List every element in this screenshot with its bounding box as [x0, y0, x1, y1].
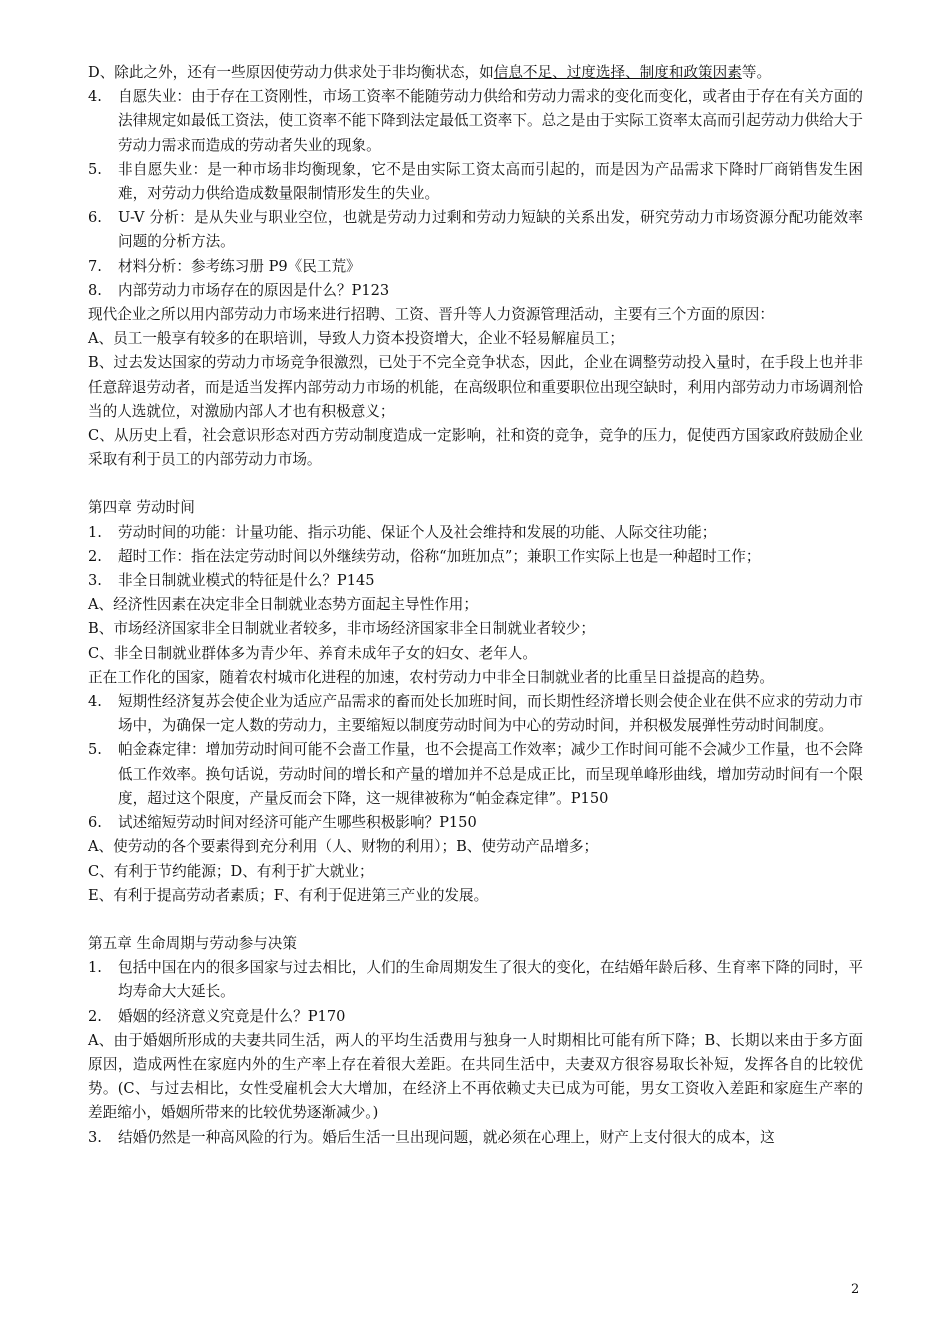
paragraph: A、员工一般享有较多的在职培训，导致人力资本投资增大，企业不轻易解雇员工； — [88, 330, 624, 348]
paragraph: A、由于婚姻所形成的夫妻共同生活，两人的平均生活费用与独身一人时期相比可能有所下降；B、长期以来由于多方面原因，造成两性在家庭内外的生产率上存在着很大差距。在共同生活中，夫妻双方很容易取长补短，发挥各自的比较优势。(C、与过去相比，女性受雇机会大大增加，在经济上不再依赖丈夫已成为可能，男女工资收入差距和家庭生产率的差距缩小，婚姻所带来的比较优势逐渐减少。) — [88, 1031, 863, 1122]
paragraph: E、有利于提高劳动者素质；F、有利于促进第三产业的发展。 — [88, 886, 489, 904]
list-item — [88, 255, 863, 279]
paragraph-d — [88, 61, 863, 85]
chapter-heading: 第五章 生命周期与劳动参与决策 — [88, 934, 297, 952]
paragraph: B、过去发达国家的劳动力市场竞争很激烈，已处于不完全竞争状态，因此，企业在调整劳动投入量时，在手段上也并非任意辞退劳动者，而是适当发挥内部劳动力市场的机能，在高级职位和重要职位出现空缺时，利用内部劳动力市场调剂恰当的人选就位，对激励内部人才也有积极意义； — [88, 354, 863, 420]
item-number: 1. — [88, 523, 102, 541]
item-text: 非全日制就业模式的特征是什么？P145 — [118, 572, 375, 590]
list-item — [88, 690, 863, 738]
item-number: 1. — [88, 959, 102, 977]
paragraph: A、经济性因素在决定非全日制就业态势方面起主导性作用； — [88, 596, 478, 614]
spacer — [88, 908, 863, 932]
list-item — [88, 1005, 863, 1029]
paragraph: A、使劳动的各个要素得到充分利用（人、财物的利用）；B、使劳动产品增多； — [88, 838, 599, 856]
item-number: 3. — [88, 1128, 102, 1146]
paragraph: B、市场经济国家非全日制就业者较多，非市场经济国家非全日制就业者较少； — [88, 620, 595, 638]
item-text: 短期性经济复苏会使企业为适应产品需求的畜而处长加班时间，而长期性经济增长则会使企业在供不应求的劳动力市场中，为确保一定人数的劳动力，主要缩短以制度劳动时间为中心的劳动时间，并积极发展弹性劳动时间制度。 — [118, 693, 863, 735]
list-item — [88, 521, 863, 545]
item-number: 3. — [88, 572, 102, 590]
paragraph: 正在工作化的国家，随着农村城市化进程的加速，农村劳动力中非全日制就业者的比重呈日益提高的趋势。 — [88, 668, 774, 686]
item-number: 6. — [88, 209, 102, 227]
underlined-text: 信息不足、过度选择、制度和政策因素 — [493, 64, 742, 81]
paragraph: C、从历史上看，社会意识形态对西方劳动制度造成一定影响，社和资的竞争，竞争的压力，促使西方国家政府鼓励企业采取有利于员工的内部劳动力市场。 — [88, 427, 863, 469]
spacer — [88, 472, 863, 496]
paragraph: 现代企业之所以用内部劳动力市场来进行招聘、工资、晋升等人力资源管理活动，主要有三个方面的原因： — [88, 306, 774, 324]
item-text: 包括中国在内的很多国家与过去相比，人们的生命周期发生了很大的变化，在结婚年龄后移、生育率下降的同时，平均寿命大大延长。 — [118, 959, 863, 1001]
list-item — [88, 279, 863, 303]
page-body — [88, 61, 863, 1150]
item-text: 试述缩短劳动时间对经济可能产生哪些积极影响？P150 — [118, 814, 477, 832]
paragraph: C、有利于节约能源；D、有利于扩大就业； — [88, 862, 374, 880]
item-number: 5. — [88, 160, 102, 178]
item-number: 4. — [88, 88, 102, 106]
list-item — [88, 85, 863, 158]
item-text: 帕金森定律：增加劳动时间可能不会啬工作量，也不会提高工作效率；减少工作时间可能不会减少工作量，也不会降低工作效率。换句话说，劳动时间的增长和产量的增加并不总是成正比，而呈现单峰形曲线，增加劳动时间有一个限度，超过这个限度，产量反而会下降，这一规律被称为“帕金森定律”。P150 — [118, 741, 863, 807]
item-text: 材料分析：参考练习册 P9《民工荒》 — [118, 257, 361, 275]
text-span: D、除此之外，还有一些原因使劳动力供求处于非均衡状态，如 — [88, 64, 494, 81]
item-number: 8. — [88, 281, 102, 299]
item-number: 4. — [88, 693, 102, 711]
list-item — [88, 956, 863, 1004]
item-text: 劳动时间的功能：计量功能、指示功能、保证个人及社会维持和发展的功能、人际交往功能； — [118, 523, 717, 541]
list-item — [88, 158, 863, 206]
item-text: 非自愿失业：是一种市场非均衡现象，它不是由实际工资太高而引起的，而是因为产品需求下降时厂商销售发生困难，对劳动力供给造成数量限制情形发生的失业。 — [118, 160, 863, 203]
item-number: 5. — [88, 741, 102, 759]
list-item — [88, 738, 863, 811]
item-text: 超时工作：指在法定劳动时间以外继续劳动，俗称“加班加点”；兼职工作实际上也是一种超时工作； — [118, 547, 761, 565]
list-item — [88, 545, 863, 569]
page-number: 2 — [851, 1282, 860, 1297]
item-text: 自愿失业：由于存在工资刚性，市场工资率不能随劳动力供给和劳动力需求的变化而变化，或者由于存在有关方面的法律规定如最低工资法，使工资率不能下降到法定最低工资率下。总之是由于实际工资率太高而引起劳动力供给大于劳动力需求而造成的劳动者失业的现象。 — [118, 88, 863, 154]
item-number: 6. — [88, 814, 102, 832]
chapter-heading: 第四章 劳动时间 — [88, 499, 195, 517]
list-item — [88, 569, 863, 593]
item-text: 内部劳动力市场存在的原因是什么？P123 — [118, 281, 390, 299]
paragraph: C、非全日制就业群体多为青少年、养育未成年子女的妇女、老年人。 — [88, 644, 537, 662]
list-item — [88, 1126, 863, 1150]
item-text: 婚姻的经济意义究竟是什么？P170 — [118, 1007, 346, 1025]
list-item — [88, 206, 863, 254]
text-span: 等。 — [741, 64, 772, 81]
item-number: 2. — [88, 1007, 102, 1025]
item-text: 结婚仍然是一种高风险的行为。婚后生活一旦出现问题，就必须在心理上，财产上支付很大的成本，这 — [118, 1128, 775, 1146]
list-item — [88, 811, 863, 835]
item-text: U-V 分析：是从失业与职业空位，也就是劳动力过剩和劳动力短缺的关系出发，研究劳动力市场资源分配功能效率问题的分析方法。 — [118, 209, 863, 251]
item-number: 7. — [88, 257, 102, 275]
item-number: 2. — [88, 547, 102, 565]
